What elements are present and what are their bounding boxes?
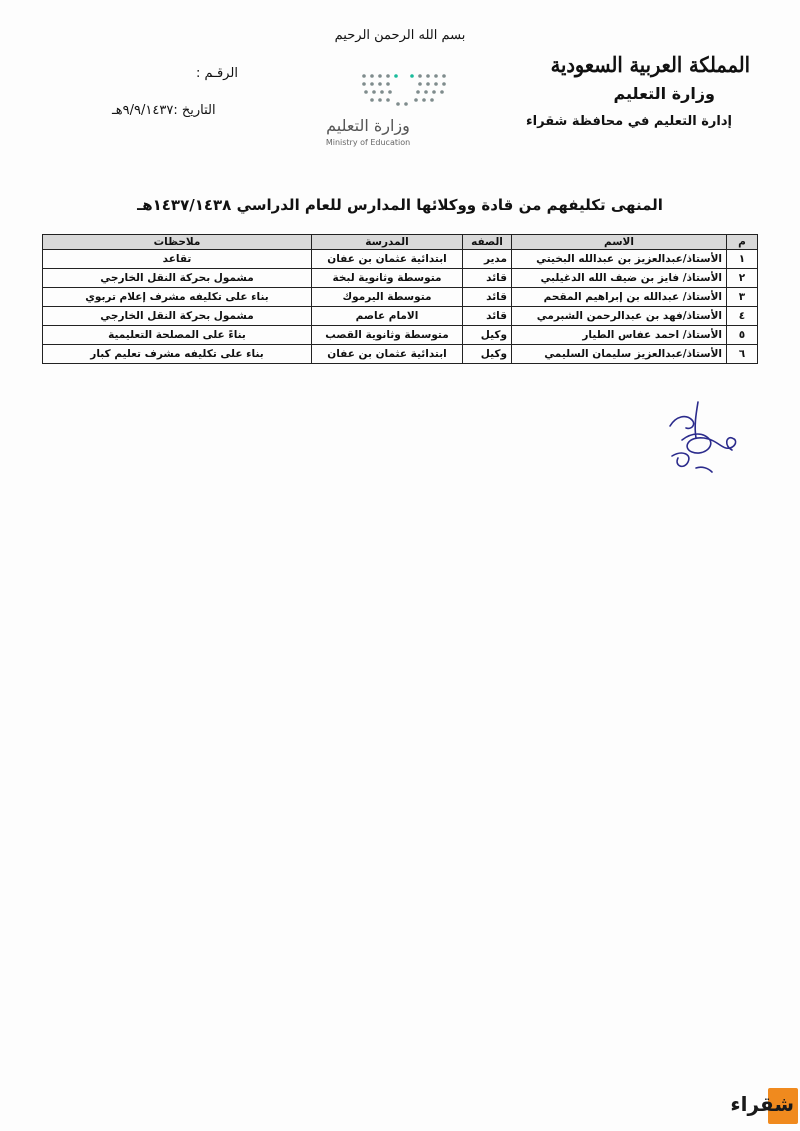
cell-name: الأستاذ/عبدالعزيز سليمان السليمي <box>512 345 727 364</box>
cell-role: وكيل <box>463 345 512 364</box>
cell-school: متوسطة وثانوية القصب <box>312 326 463 345</box>
cell-role: وكيل <box>463 326 512 345</box>
cell-school: ابتدائية عثمان بن عفان <box>312 345 463 364</box>
header-no: م <box>727 235 758 250</box>
table-row <box>43 345 758 364</box>
header-name: الاسم <box>512 235 727 250</box>
cell-role: قائد <box>463 269 512 288</box>
cell-notes: بناءً على المصلحة التعليمية <box>43 326 312 345</box>
cell-notes: مشمول بحركة النقل الخارجي <box>43 269 312 288</box>
table-header-row <box>43 235 758 250</box>
cell-school: متوسطة وثانوية لبخة <box>312 269 463 288</box>
kingdom-calligraphy: المملكة العربية السعودية <box>550 52 750 77</box>
cell-role: قائد <box>463 288 512 307</box>
header-notes: ملاحظات <box>43 235 312 250</box>
table-row <box>43 307 758 326</box>
handwritten-signature-icon <box>652 396 772 486</box>
cell-school: ابتدائية عثمان بن عفان <box>312 250 463 269</box>
cell-notes: تقاعد <box>43 250 312 269</box>
ministry-logo-dots-icon <box>312 68 462 114</box>
cell-notes: مشمول بحركة النقل الخارجي <box>43 307 312 326</box>
table-row <box>43 269 758 288</box>
document-date: التاريخ :٩/٩/١٤٣٧هـ <box>112 103 216 118</box>
header-school: المدرسة <box>312 235 463 250</box>
cell-no: ٣ <box>727 288 758 307</box>
ministry-logo-arabic: وزارة التعليم <box>326 116 410 135</box>
table-row <box>43 250 758 269</box>
cell-role: قائد <box>463 307 512 326</box>
cell-name: الأستاذ/ فايز بن ضيف الله الدغيلبي <box>512 269 727 288</box>
table-row <box>43 288 758 307</box>
cell-no: ٤ <box>727 307 758 326</box>
cell-no: ١ <box>727 250 758 269</box>
watermark-text: شقراء <box>730 1092 794 1116</box>
assignments-table <box>42 234 758 364</box>
cell-school: الامام عاصم <box>312 307 463 326</box>
cell-school: متوسطة اليرموك <box>312 288 463 307</box>
directorate-name: إدارة التعليم في محافظة شقراء <box>526 114 732 129</box>
cell-name: الأستاذ/عبدالعزيز بن عبدالله البخيتي <box>512 250 727 269</box>
cell-notes: بناء على تكليفه مشرف تعليم كبار <box>43 345 312 364</box>
cell-role: مدير <box>463 250 512 269</box>
ministry-logo-english: Ministry of Education <box>325 138 411 147</box>
ministry-name: وزارة التعليم <box>613 84 715 103</box>
header-role: الصفه <box>463 235 512 250</box>
cell-no: ٥ <box>727 326 758 345</box>
document-title: المنهى تكليفهم من قادة ووكلائها المدارس للعام الدراسي ١٤٣٧/١٤٣٨هـ <box>137 196 663 214</box>
cell-name: الأستاذ/ احمد عفاس الطيار <box>512 326 727 345</box>
site-watermark-logo <box>722 1088 798 1124</box>
cell-name: الأستاذ/فهد بن عبدالرحمن الشبرمي <box>512 307 727 326</box>
basmala: بسم الله الرحمن الرحيم <box>334 28 466 43</box>
cell-name: الأستاذ/ عبدالله بن إبراهيم المقحم <box>512 288 727 307</box>
table-row <box>43 326 758 345</box>
reference-number: الرقـم : <box>196 66 238 81</box>
ministry-logo <box>312 68 462 150</box>
cell-notes: بناء على تكليفه مشرف إعلام تربوي <box>43 288 312 307</box>
cell-no: ٢ <box>727 269 758 288</box>
cell-no: ٦ <box>727 345 758 364</box>
